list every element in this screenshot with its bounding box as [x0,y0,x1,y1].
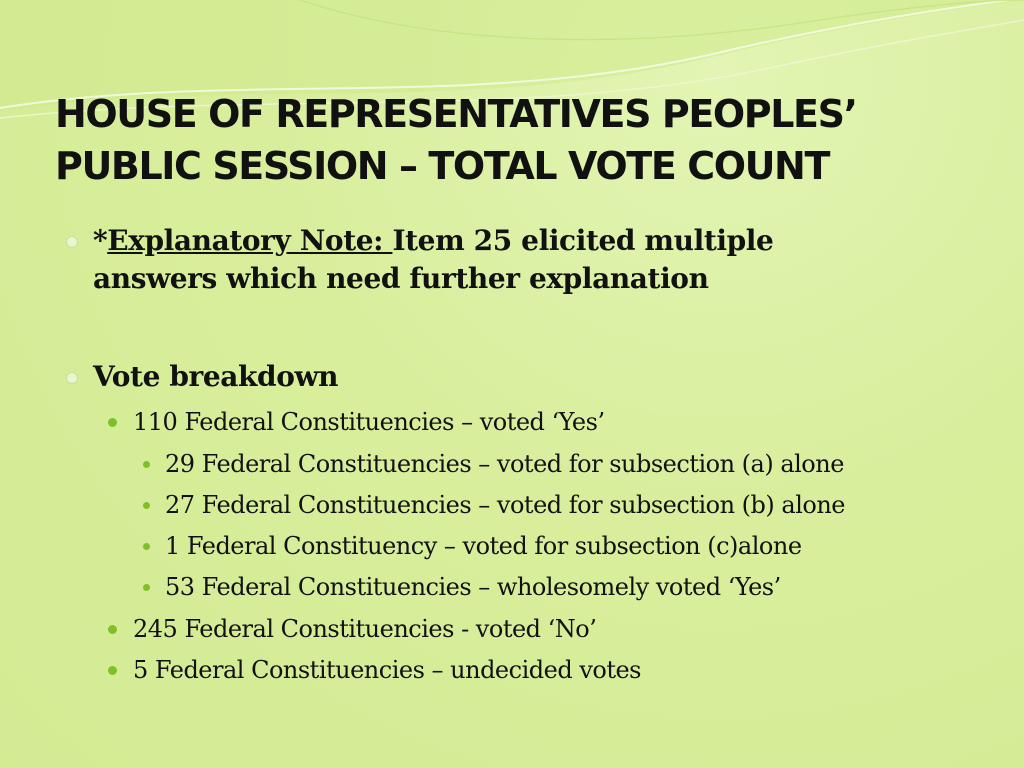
bullet-icon [143,502,150,509]
note-text-line-2: answers which need further explanation [93,262,709,295]
bullet-icon [108,418,117,427]
list-item-yes-b: 27 Federal Constituencies – voted for subsection (b) alone [165,491,845,519]
bullet-icon [108,625,117,634]
title-line-2: PUBLIC SESSION – TOTAL VOTE COUNT [55,144,829,188]
list-item-no: 245 Federal Constituencies - voted ‘No’ [133,615,597,643]
list-item-yes-c: 1 Federal Constituency – voted for subsection (c)alone [165,532,802,560]
title-line-1: HOUSE OF REPRESENTATIVES PEOPLES’ [55,92,857,136]
bullet-icon [66,236,78,248]
note-text-line-1: Item 25 elicited multiple [392,224,774,257]
list-item-yes-whole: 53 Federal Constituencies – wholesomely voted ‘Yes’ [165,573,781,601]
list-item-yes: 110 Federal Constituencies – voted ‘Yes’ [133,408,605,436]
explanatory-note [93,222,893,298]
note-asterisk: * [93,224,108,257]
bullet-icon [143,461,150,468]
breakdown-heading: Vote breakdown [93,360,339,393]
note-heading: Explanatory Note: [107,224,393,257]
list-item-undecided: 5 Federal Constituencies – undecided votes [133,656,641,684]
bullet-icon [143,584,150,591]
list-item-yes-a: 29 Federal Constituencies – voted for subsection (a) alone [165,450,844,478]
bullet-icon [66,372,78,384]
bullet-icon [108,666,117,675]
bullet-icon [143,543,150,550]
